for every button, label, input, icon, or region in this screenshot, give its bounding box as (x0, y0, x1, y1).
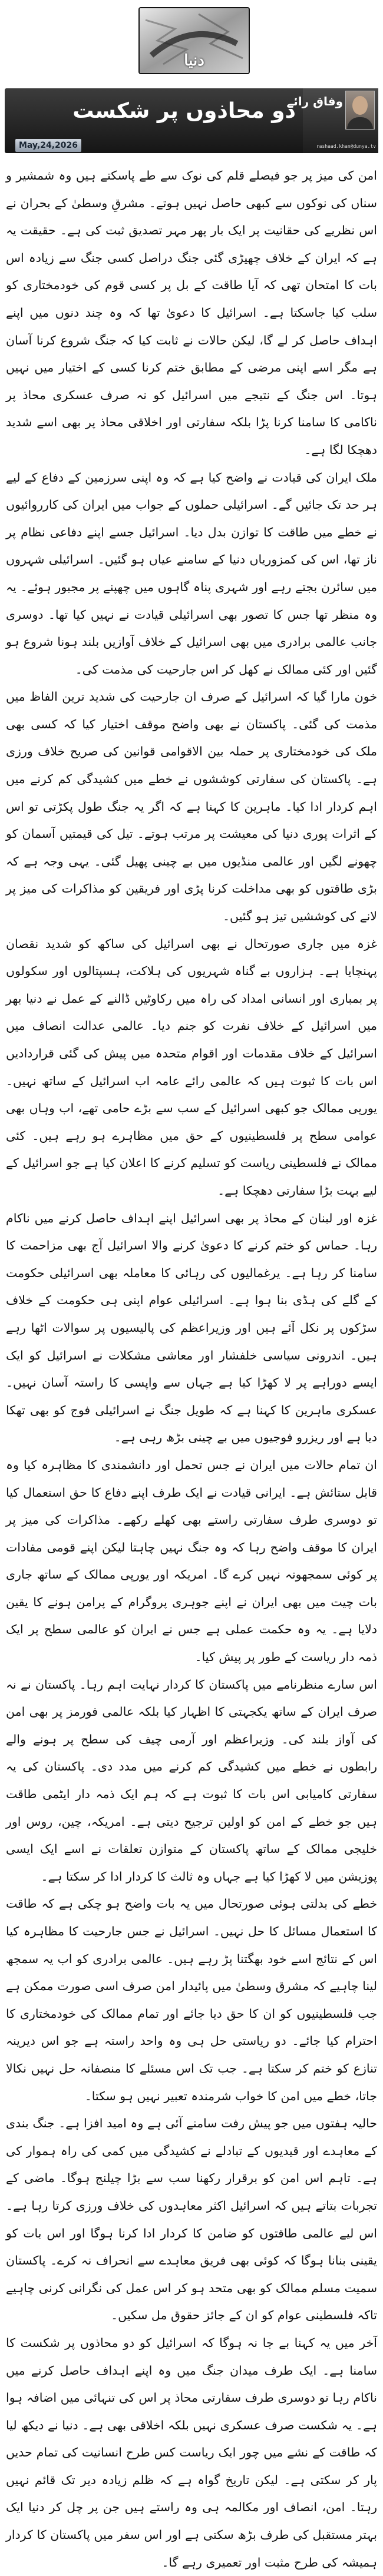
article-paragraph: آخر میں یہ کہنا بے جا نہ ہوگا کہ اسرائیل کو دو محاذوں پر شکست کا سامنا ہے۔ ایک طرف میدان جنگ میں وہ اپنے اہداف حاصل کرنے میں ناکام رہا تو دوسری طرف سفارتی محاذ پر اس کی تنہائی میں اضافہ ہوا ہے۔ یہ شکست صرف عسکری نہیں بلکہ اخلاقی بھی ہے۔ دنیا نے دیکھ لیا کہ طاقت کے نشے میں چور ایک ریاست کس طرح انسانیت کی تمام حدیں پار کر سکتی ہے۔ لیکن تاریخ گواہ ہے کہ ظلم زیادہ دیر تک قائم نہیں رہتا۔ امن، انصاف اور مکالمہ ہی وہ راستے ہیں جن پر چل کر دنیا ایک بہتر مستقبل کی طرف بڑھ سکتی ہے اور اس سفر میں پاکستان کا کردار ہمیشہ کی طرح مثبت اور تعمیری رہے گا۔ (6, 2335, 377, 2570)
column-title: دو محاذوں پر شکست (72, 99, 296, 123)
author-email: rashaad.khan@dunya.tv (316, 144, 376, 149)
author-name: وفاق رائے (286, 94, 343, 108)
article-paragraph: خطے کی بدلتی ہوئی صورتحال میں یہ بات واضح ہو چکی ہے کہ طاقت کا استعمال مسائل کا حل نہیں۔ اسرائیل نے جس جارحیت کا مظاہرہ کیا اس کے نتائج اسے خود بھگتنا پڑ رہے ہیں۔ عالمی برادری کو اب یہ سمجھ لینا چاہیے کہ مشرق وسطیٰ میں پائیدار امن صرف اسی صورت ممکن ہے جب فلسطینیوں کو ان کا حق دیا جائے اور تمام ممالک کی خودمختاری کا احترام کیا جائے۔ دو ریاستی حل ہی وہ واحد راستہ ہے جو اس دیرینہ تنازع کو ختم کر سکتا ہے۔ جب تک اس مسئلے کا منصفانہ حل نہیں نکالا جاتا، خطے میں امن کا خواب شرمندہ تعبیر نہیں ہو سکتا۔ (6, 1897, 377, 2103)
article-paragraph: ملک ایران کی قیادت نے واضح کیا ہے کہ وہ اپنی سرزمین کے دفاع کے لیے ہر حد تک جائیں گے۔ اسرائیلی حملوں کے جواب میں ایران کی کارروائیوں نے خطے میں طاقت کا توازن بدل دیا۔ اسرائیل جسے اپنے دفاعی نظام پر ناز تھا، اس کی کمزوریاں دنیا کے سامنے عیاں ہو گئیں۔ اسرائیلی شہروں میں سائرن بجتے رہے اور شہری پناہ گاہوں میں چھپنے پر مجبور ہوئے۔ یہ وہ منظر تھا جس کا تصور بھی اسرائیلی قیادت نے نہیں کیا تھا۔ دوسری جانب عالمی برادری میں بھی اسرائیل کے خلاف آوازیں بلند ہونا شروع ہو گئیں اور کئی ممالک نے کھل کر اس جارحیت کی مذمت کی۔ (6, 470, 377, 677)
article-paragraph: ان تمام حالات میں ایران نے جس تحمل اور دانشمندی کا مظاہرہ کیا وہ قابل ستائش ہے۔ ایرانی قیادت نے ایک طرف اپنے دفاع کا حق استعمال کیا تو دوسری طرف سفارتی راستے بھی کھلے رکھے۔ مذاکرات کی میز پر ایران کا موقف واضح رہا کہ وہ جنگ نہیں چاہتا لیکن اپنے قومی مفادات پر کوئی سمجھوتہ نہیں کرے گا۔ امریکہ اور یورپی ممالک کے ساتھ جاری بات چیت میں بھی ایران نے اپنے جوہری پروگرام کے پرامن ہونے کا یقین دلایا ہے۔ یہ وہ حکمت عملی ہے جس نے ایران کو عالمی سطح پر ایک ذمہ دار ریاست کے طور پر پیش کیا۔ (6, 1457, 377, 1665)
article-paragraph: غزہ میں جاری صورتحال نے بھی اسرائیل کی ساکھ کو شدید نقصان پہنچایا ہے۔ ہزاروں بے گناہ شہریوں کی ہلاکت، ہسپتالوں اور سکولوں پر بمباری اور انسانی امداد کی راہ میں رکاوٹیں ڈالنے کے عمل نے دنیا بھر میں اسرائیل کے خلاف نفرت کو جنم دیا۔ عالمی عدالت انصاف میں اسرائیل کے خلاف مقدمات اور اقوام متحدہ میں پیش کی گئی قراردادیں اس بات کا ثبوت ہیں کہ عالمی رائے عامہ اب اسرائیل کے ساتھ نہیں۔ یورپی ممالک جو کبھی اسرائیل کے سب سے بڑے حامی تھے، اب وہاں بھی عوامی سطح پر فلسطینیوں کے حق میں مظاہرے ہو رہے ہیں۔ کئی ممالک نے فلسطینی ریاست کو تسلیم کرنے کا اعلان کیا ہے جو اسرائیل کے لیے بہت بڑا سفارتی دھچکا ہے۔ (6, 936, 377, 1198)
author-avatar (345, 91, 375, 130)
article-paragraph: خون مارا گیا کہ اسرائیل کے صرف ان جارحیت کی شدید ترین الفاظ میں مذمت کی گئی۔ پاکستان نے بھی واضح موقف اختیار کیا کہ کسی بھی ملک کی خودمختاری پر حملہ بین الاقوامی قوانین کی صریح خلاف ورزی ہے۔ پاکستان کی سفارتی کوششوں نے خطے میں کشیدگی کم کرنے میں اہم کردار ادا کیا۔ ماہرین کا کہنا ہے کہ اگر یہ جنگ طول پکڑتی تو اس کے اثرات پوری دنیا کی معیشت پر مرتب ہوتے۔ تیل کی قیمتیں آسمان کو چھونے لگیں اور عالمی منڈیوں میں بے چینی پھیل گئی۔ یہی وجہ ہے کہ بڑی طاقتوں کو بھی مداخلت کرنا پڑی اور فریقین کو مذاکرات کی میز پر لانے کی کوششیں تیز ہو گئیں۔ (6, 689, 377, 924)
column-header (0, 0, 383, 171)
avatar-face-icon (352, 96, 368, 115)
article-body (6, 162, 377, 2576)
author-box (286, 88, 378, 153)
article-paragraph: غزہ اور لبنان کے محاذ پر بھی اسرائیل اپنے اہداف حاصل کرنے میں ناکام رہا۔ حماس کو ختم کرنے کا دعویٰ کرنے والا اسرائیل آج بھی مزاحمت کا سامنا کر رہا ہے۔ یرغمالیوں کی رہائی کا معاملہ بھی اسرائیلی حکومت کے گلے کی ہڈی بنا ہوا ہے۔ اسرائیلی عوام اپنی ہی حکومت کے خلاف سڑکوں پر نکل آئے ہیں اور وزیراعظم کی پالیسیوں پر سوالات اٹھا رہے ہیں۔ اندرونی سیاسی خلفشار اور معاشی مشکلات نے اسرائیل کو ایک ایسے دوراہے پر لا کھڑا کیا ہے جہاں سے واپسی کا راستہ آسان نہیں۔ عسکری ماہرین کا کہنا ہے کہ طویل جنگ نے اسرائیلی فوج کو بھی تھکا دیا ہے اور ریزرو فوجیوں میں بے چینی بڑھ رہی ہے۔ (6, 1211, 377, 1445)
publish-date: May,24,2026 (15, 139, 81, 152)
article-paragraph: امن کی میز پر جو فیصلے قلم کی نوک سے طے پاسکتے ہیں وہ شمشیر و سناں کی نوکوں سے کبھی حاصل نہیں ہوتے۔ مشرقِ وسطیٰ کے بحران نے اس نظریے کی حقانیت پر ایک بار پھر مہر تصدیق ثبت کی ہے۔ حقیقت یہ ہے کہ ایران کے خلاف چھیڑی گئی جنگ دراصل کسی جنگ سے زیادہ اس بات کا امتحان تھی کہ آیا طاقت کے بل پر کسی قوم کی خودمختاری کو سلب کیا جاسکتا ہے۔ اسرائیل کا دعویٰ تھا کہ وہ چند دنوں میں اپنے اہداف حاصل کر لے گا، لیکن حالات نے ثابت کیا کہ جنگ شروع کرنا آسان ہے مگر اسے اپنی مرضی کے مطابق ختم کرنا کسی کے اختیار میں نہیں ہوتا۔ اس جنگ کے نتیجے میں اسرائیل کو نہ صرف عسکری محاذ پر ناکامی کا سامنا کرنا پڑا بلکہ سفارتی اور اخلاقی محاذ پر بھی اسے شدید دھچکا لگا ہے۔ (6, 168, 377, 457)
newspaper-logo (138, 7, 250, 74)
article-paragraph: حالیہ ہفتوں میں جو پیش رفت سامنے آئی ہے وہ امید افزا ہے۔ جنگ بندی کے معاہدے اور قیدیوں کے تبادلے نے کشیدگی میں کمی کی راہ ہموار کی ہے۔ تاہم اس امن کو برقرار رکھنا سب سے بڑا چیلنج ہوگا۔ ماضی کے تجربات بتاتے ہیں کہ اسرائیل اکثر معاہدوں کی خلاف ورزی کرتا رہا ہے۔ اس لیے عالمی طاقتوں کو ضامن کا کردار ادا کرنا ہوگا اور اس بات کو یقینی بنانا ہوگا کہ کوئی بھی فریق معاہدے سے انحراف نہ کرے۔ پاکستان سمیت مسلم ممالک کو بھی متحد ہو کر اس عمل کی نگرانی کرنی چاہیے تاکہ فلسطینی عوام کو ان کے جائز حقوق مل سکیں۔ (6, 2116, 377, 2323)
article-paragraph: اس سارے منظرنامے میں پاکستان کا کردار نہایت اہم رہا۔ پاکستان نے نہ صرف ایران کے ساتھ یکجہتی کا اظہار کیا بلکہ عالمی فورمز پر بھی امن کی آواز بلند کی۔ وزیراعظم اور آرمی چیف کی سطح پر ہونے والے رابطوں نے خطے میں کشیدگی کم کرنے میں مدد دی۔ پاکستان کی یہ سفارتی کامیابی اس بات کا ثبوت ہے کہ ہم ایک ذمہ دار ایٹمی طاقت ہیں جو خطے کے امن کو اولین ترجیح دیتی ہے۔ امریکہ، چین، روس اور خلیجی ممالک کے ساتھ پاکستان کے متوازن تعلقات نے اسے ایک ایسی پوزیشن میں لا کھڑا کیا ہے جہاں وہ ثالث کا کردار ادا کر سکتا ہے۔ (6, 1677, 377, 1884)
avatar-shoulders-icon (347, 117, 373, 129)
newspaper-name: دنیا (184, 52, 204, 69)
